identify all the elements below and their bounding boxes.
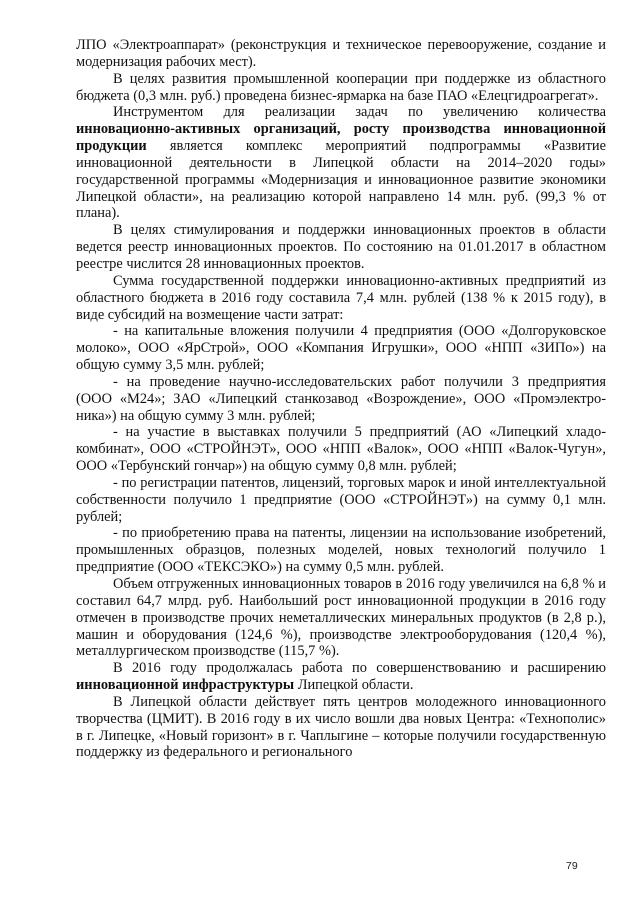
list-item: - по регистрации патентов, лицензий, торговых марок и иной интеллектуальной собственности получило 1 предприятие (ООО «СТРОЙНЭТ») на сумму 0,1 млн. рублей; [76, 474, 606, 525]
paragraph-3-bold: инновационно-активных организаций, росту производства инновационной продукции [76, 121, 606, 155]
paragraph-1: ЛПО «Электроаппарат» (реконструкция и техническое перевооружение, создание и модернизация рабочих мест). [76, 37, 606, 70]
paragraph-4: В целях стимулирования и поддержки инновационных проектов в области ведется реестр инновационных проектов. По состоянию на 01.01.2017 в областном реестре числится 28 инновационных проектов. [76, 222, 606, 272]
paragraph-3-text-a: Инструментом для реализации задач по увеличению количества [113, 104, 606, 121]
list-item: - по приобретению права на патенты, лицензии на использование изобретений, промышленных образцов, полезных моделей, новых технологий получило 1 предприятие (ООО «ТЕКСЭКО») на сумму 0,5 млн. рублей. [76, 525, 606, 576]
paragraph-7-text-a: В 2016 году продолжалась работа по совершенствованию и расширению [113, 660, 606, 677]
paragraph-7-bold: инновационной инфраструктуры [76, 677, 295, 694]
page-content [76, 37, 606, 761]
page-number: 79 [566, 860, 578, 872]
list-item: - на проведение научно-исследовательских работ получили 3 предприятия (ООО «М24»; ЗАО «Липецкий станкозавод «Возрождение», ООО «Промэлектроника») на общую сумму 3 млн. рублей; [76, 373, 606, 424]
paragraph-8: В Липецкой области действует пять центров молодежного инновационного творчества (ЦМИТ). В 2016 году в их число вошли два новых Центра: «Технополис» в г. Липецке, «Новый горизонт» в г. Чаплыгине – которые получили государственную поддержку из федерального и регионального [76, 693, 606, 761]
paragraph-7-text-b: Липецкой области. [294, 677, 414, 694]
paragraph-3-text-b: является комплекс мероприятий подпрограммы «Развитие инновационной деятельности в Липецкой области на 2014–2020 годы» государственной программы «Модернизация и инновационное развитие экономики Липецкой области», на реализацию которой направлено 14 млн. руб. (99,3 % от плана). [76, 138, 606, 222]
list-item: - на капитальные вложения получили 4 предприятия (ООО «Долгоруковское молоко», ООО «ЯрСтрой», ООО «Компания Игрушки», ООО «НПП «ЗИПо») на общую сумму 3,5 млн. рублей; [76, 323, 606, 374]
paragraph-3 [76, 104, 606, 222]
list-item: - на участие в выставках получили 5 предприятий (АО «Липецкий хладокомбинат», ООО «СТРОЙНЭТ», ООО «НПП «Валок», ООО «НПП «Валок-Чугун», ООО «Тербунский гончар») на общую сумму 0,8 млн. рублей; [76, 424, 606, 475]
paragraph-6: Объем отгруженных инновационных товаров в 2016 году увеличился на 6,8 % и составил 64,7 млрд. руб. Наибольший рост инновационной продукции в 2016 году отмечен в производстве прочих неметаллических минеральных продуктов (в 2,8 р.), машин и оборудования (124,6 %), производстве электрооборудования (120,4 %), металлургическом производстве (115,7 %). [76, 576, 606, 660]
paragraph-5: Сумма государственной поддержки инновационно-активных предприятий из областного бюджета в 2016 году составила 7,4 млн. рублей (138 % к 2015 году), в виде субсидий на возмещение части затрат: [76, 272, 606, 323]
paragraph-2: В целях развития промышленной кооперации при поддержке из областного бюджета (0,3 млн. руб.) проведена бизнес-ярмарка на базе ПАО «Елецгидроагрегат». [76, 70, 606, 104]
paragraph-7 [76, 660, 606, 694]
